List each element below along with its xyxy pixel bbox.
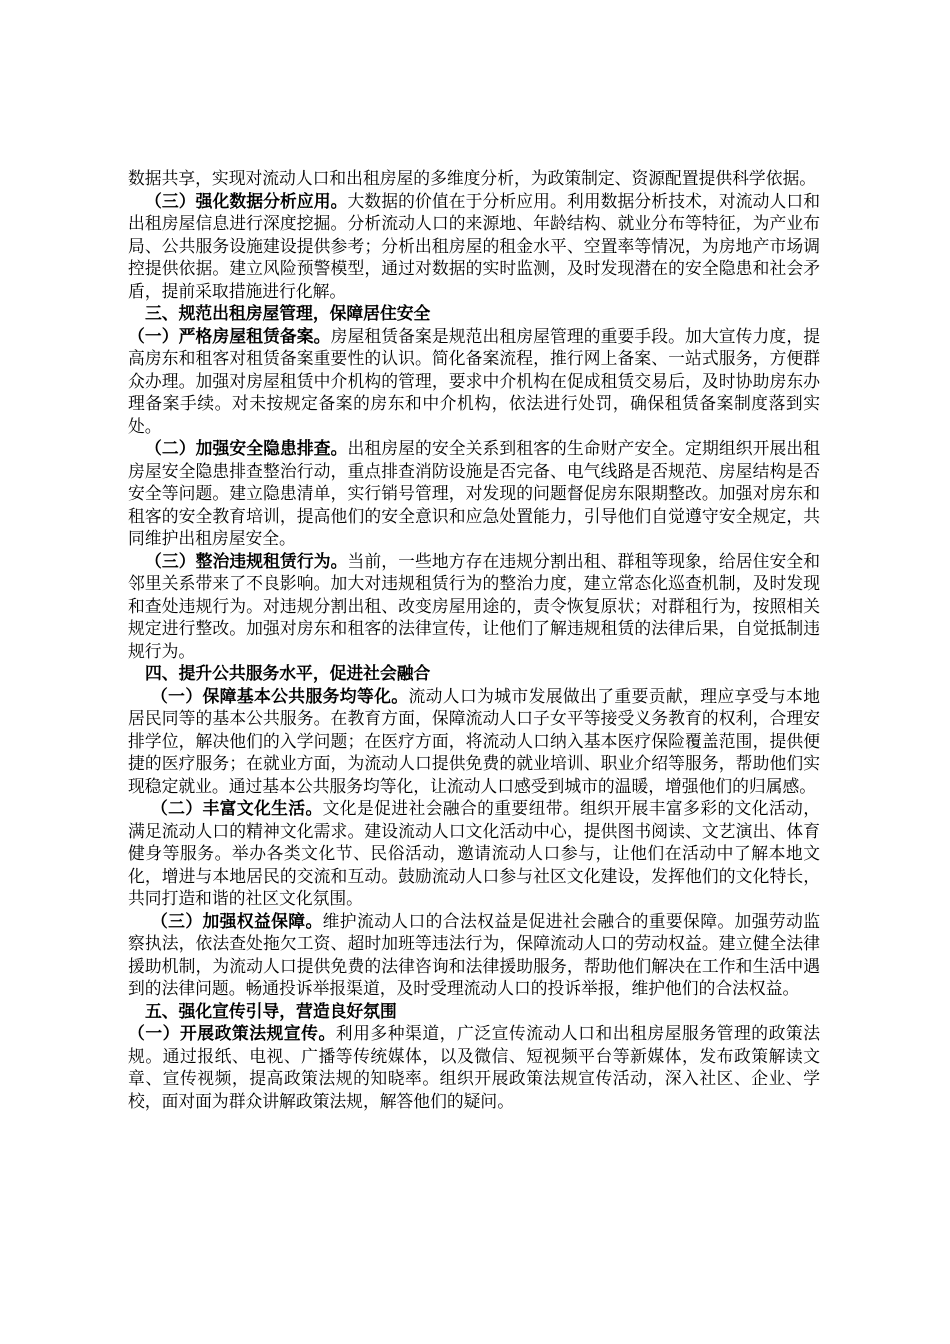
paragraph-public-services	[128, 685, 820, 798]
heading-text: 三、规范出租房屋管理，保障居住安全	[145, 303, 431, 323]
paragraph-text: 房屋租赁备案是规范出租房屋管理的重要手段。加大宣传力度，提高房东和租客对租赁备案重要性的认识。简化备案流程，推行网上备案、一站式服务，方便群众办理。加强对房屋租赁中介机构的管理，要求中介机构在促成租赁交易后，及时协助房东办理备案手续。对未按规定备案的房东和中介机构，依法进行处罚，确保租赁备案制度落到实处。	[128, 325, 820, 436]
paragraph-illegal-rental	[128, 550, 820, 663]
paragraph-lead: （三）加强权益保障。	[151, 910, 323, 931]
paragraph-continuation	[128, 167, 820, 190]
paragraph-lead: （一）开展政策法规宣传。	[128, 1023, 336, 1043]
paragraph-cultural-life	[128, 797, 820, 910]
section-heading-5	[128, 1000, 820, 1023]
paragraph-data-analysis	[128, 190, 820, 303]
section-heading-4	[128, 662, 820, 685]
paragraph-rental-registration	[128, 325, 820, 438]
document-body	[128, 167, 820, 1112]
heading-text: 五、强化宣传引导，营造良好氛围	[145, 1000, 397, 1021]
paragraph-rights-protection	[128, 910, 820, 1000]
heading-text: 四、提升公共服务水平，促进社会融合	[145, 663, 431, 683]
paragraph-text: 出租房屋的安全关系到租客的生命财产安全。定期组织开展出租房屋安全隐患排查整治行动，重点排查消防设施是否完备、电气线路是否规范、房屋结构是否安全等问题。建立隐患清单，实行销号管理，对发现的问题督促房东限期整改。加强对房东和租客的安全教育培训，提高他们的安全意识和应急处置能力，引导他们自觉遵守安全规定，共同维护出租房屋安全。	[128, 438, 820, 548]
paragraph-text: 当前，一些地方存在违规分割出租、群租等现象，给居住安全和邻里关系带来了不良影响。加大对违规租赁行为的整治力度，建立常态化巡查机制，及时发现和查处违规行为。对违规分割出租、改变房屋用途的，责令恢复原状；对群租行为，按照相关规定进行整改。加强对房东和租客的法律宣传，让他们了解违规租赁的法律后果，自觉抵制违规行为。	[128, 550, 820, 661]
paragraph-text: 数据共享，实现对流动人口和出租房屋的多维度分析，为政策制定、资源配置提供科学依据。	[128, 168, 817, 188]
paragraph-text: 流动人口为城市发展做出了重要贡献，理应享受与本地居民同等的基本公共服务。在教育方面，保障流动人口子女平等接受义务教育的权利，合理安排学位，解决他们的入学问题；在医疗方面，将流动人口纳入基本医疗保险覆盖范围，提供便捷的医疗服务；在就业方面，为流动人口提供免费的就业培训、职业介绍等服务，帮助他们实现稳定就业。通过基本公共服务均等化，让流动人口感受到城市的温暖，增强他们的归属感。	[128, 685, 820, 796]
paragraph-text: 利用多种渠道，广泛宣传流动人口和出租房屋服务管理的政策法规。通过报纸、电视、广播等传统媒体，以及微信、短视频平台等新媒体，发布政策解读文章、宣传视频，提高政策法规的知晓率。组织开展政策法规宣传活动，深入社区、企业、学校，面对面为群众讲解政策法规，解答他们的疑问。	[128, 1023, 820, 1111]
paragraph-policy-publicity	[128, 1022, 820, 1112]
paragraph-lead: （三）强化数据分析应用。	[145, 190, 348, 211]
section-heading-3	[128, 302, 820, 325]
paragraph-safety-inspection	[128, 437, 820, 550]
paragraph-lead: （二）丰富文化生活。	[151, 798, 323, 818]
paragraph-lead: （一）严格房屋租赁备案。	[128, 325, 331, 346]
paragraph-text: 维护流动人口的合法权益是促进社会融合的重要保障。加强劳动监察执法，依法查处拖欠工资、超时加班等违法行为，保障流动人口的劳动权益。建立健全法律援助机制，为流动人口提供免费的法律咨询和法律援助服务，帮助他们解决在工作和生活中遇到的法律问题。畅通投诉举报渠道，及时受理流动人口的投诉举报，维护他们的合法权益。	[128, 910, 820, 998]
paragraph-text: 文化是促进社会融合的重要纽带。组织开展丰富多彩的文化活动，满足流动人口的精神文化需求。建设流动人口文化活动中心，提供图书阅读、文艺演出、体育健身等服务。举办各类文化节、民俗活动，邀请流动人口参与，让他们在活动中了解本地文化，增进与本地居民的交流和互动。鼓励流动人口参与社区文化建设，发挥他们的文化特长，共同打造和谐的社区文化氛围。	[128, 798, 820, 908]
paragraph-lead: （一）保障基本公共服务均等化。	[151, 685, 409, 706]
paragraph-lead: （三）整治违规租赁行为。	[145, 550, 348, 571]
paragraph-text: 大数据的价值在于分析应用。利用数据分析技术，对流动人口和出租房屋信息进行深度挖掘。分析流动人口的来源地、年龄结构、就业分布等特征，为产业布局、公共服务设施建设提供参考；分析出租房屋的租金水平、空置率等情况，为房地产市场调控提供依据。建立风险预警模型，通过对数据的实时监测，及时发现潜在的安全隐患和社会矛盾，提前采取措施进行化解。	[128, 190, 820, 301]
paragraph-lead: （二）加强安全隐患排查。	[145, 438, 348, 458]
